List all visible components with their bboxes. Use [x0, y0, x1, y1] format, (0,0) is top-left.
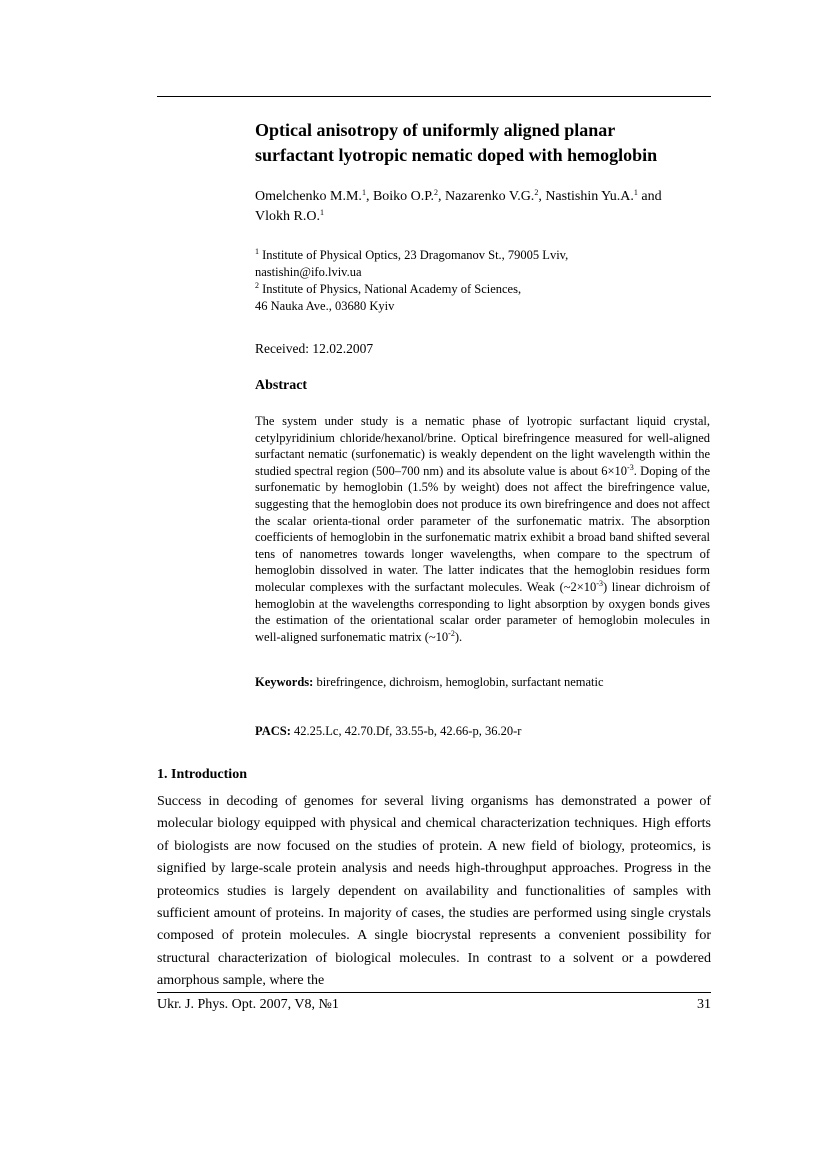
affiliations [255, 247, 715, 315]
introduction-text: Success in decoding of genomes for several living organisms has demonstrated a power of molecular biology equipped with physical and chemical characterization techniques. High efforts of biologists are now focused on the studies of protein. A new field of biology, proteomics, is signified by large-scale protein analysis and needs high-throughput approaches. Progress in the proteomics studies is largely dependent on availability and functionalities of samples with sufficient amount of proteins. In majority of cases, the studies are performed using single crystals composed of protein molecules. A single biocrystal represents a convenient possibility for structural characterization of biological molecules. In contrast to a solvent or a powdered amorphous sample, where the [157, 794, 711, 989]
paper-title [255, 118, 715, 168]
affiliation-2-address: 46 Nauka Ave., 03680 Kyiv [255, 299, 395, 313]
abstract-part: . Doping of the surfonematic by hemoglobin (1.5% by weight) does not affect the birefringence value, suggesting that the hemoglobin does not produce its own birefringence and does not affect the scalar orienta-tional order parameter of the surfonematic matrix. The absorption coefficients of hemoglobin in the surfonematic matrix exhibit a broad band shifted several tens of nanometres towards longer wavelengths, when compare to the spectrum of hemoglobin dissolved in water. The latter indicates that the hemoglobin residues form molecular complexes with the surfactant molecules. Weak (~2×10 [255, 463, 711, 594]
section-heading-introduction: 1. Introduction [157, 767, 247, 782]
affiliation-1: Institute of Physical Optics, 23 Dragomanov St., 79005 Lviv, [262, 248, 569, 262]
author-name: Boiko O.P. [372, 189, 435, 204]
title-line-2: surfactant lyotropic nematic doped with hemoglobin [255, 145, 658, 165]
author-name: Nastishin Yu.A. [545, 189, 634, 204]
pacs-codes [255, 723, 710, 740]
author-name: Nazarenko V.G. [445, 189, 535, 204]
author-separator: , [365, 189, 373, 204]
author-separator: and [637, 189, 662, 204]
pacs-label: PACS: [255, 724, 291, 738]
abstract-heading: Abstract [255, 378, 308, 393]
header-rule [157, 96, 711, 97]
keywords-text: birefringence, dichroism, hemoglobin, surfactant nematic [313, 675, 604, 689]
abstract-part: The system under study is a nematic phase of lyotropic surfactant liquid crystal, cetylpyridinium chloride/hexanol/brine. Optical birefringence measured for well-aligned surfactant nematic (surfonematic) is weakly dependent on the light wavelength within the studied spectral region (500–700 nm) and its absolute value is about 6×10 [255, 414, 710, 478]
author-affiliation-mark: 2 [434, 188, 439, 197]
received-date: Received: 12.02.2007 [255, 341, 374, 356]
author-separator: , [438, 189, 446, 204]
author-list [255, 187, 715, 227]
keywords [255, 674, 710, 691]
author-affiliation-mark: 1 [361, 188, 366, 197]
author-name: Vlokh R.O. [255, 209, 320, 224]
author-affiliation-mark: 1 [319, 208, 324, 217]
affiliation-2: Institute of Physics, National Academy of Sciences, [262, 282, 522, 296]
abstract-part: ). [454, 629, 463, 644]
author-separator: , [538, 189, 546, 204]
author-affiliation-mark: 2 [534, 188, 539, 197]
title-line-1: Optical anisotropy of uniformly aligned planar [255, 120, 616, 140]
pacs-text: 42.25.Lc, 42.70.Df, 33.55-b, 42.66-p, 36.20-r [290, 724, 522, 738]
exponent: -2 [448, 628, 455, 638]
author-name: Omelchenko M.M. [255, 189, 362, 204]
footer-rule [157, 992, 711, 993]
journal-citation: Ukr. J. Phys. Opt. 2007, V8, №1 [157, 997, 339, 1012]
affiliation-mark: 2 [255, 281, 259, 290]
keywords-label: Keywords: [255, 675, 314, 689]
page-number: 31 [697, 997, 711, 1012]
exponent: -3 [627, 462, 634, 472]
exponent: -3 [596, 578, 603, 588]
author-affiliation-mark: 1 [633, 188, 638, 197]
contact-email[interactable]: nastishin@ifo.lviv.ua [255, 265, 362, 279]
abstract-text [255, 413, 710, 645]
affiliation-mark: 1 [255, 247, 259, 256]
abstract-part: ) linear dichroism of hemoglobin at the wavelengths corresponding to light absorption by oxygen bonds gives the estimation of the orientational scalar order parameter of hemoglobin molecules in well-aligned surfonematic matrix (~10 [255, 579, 711, 644]
